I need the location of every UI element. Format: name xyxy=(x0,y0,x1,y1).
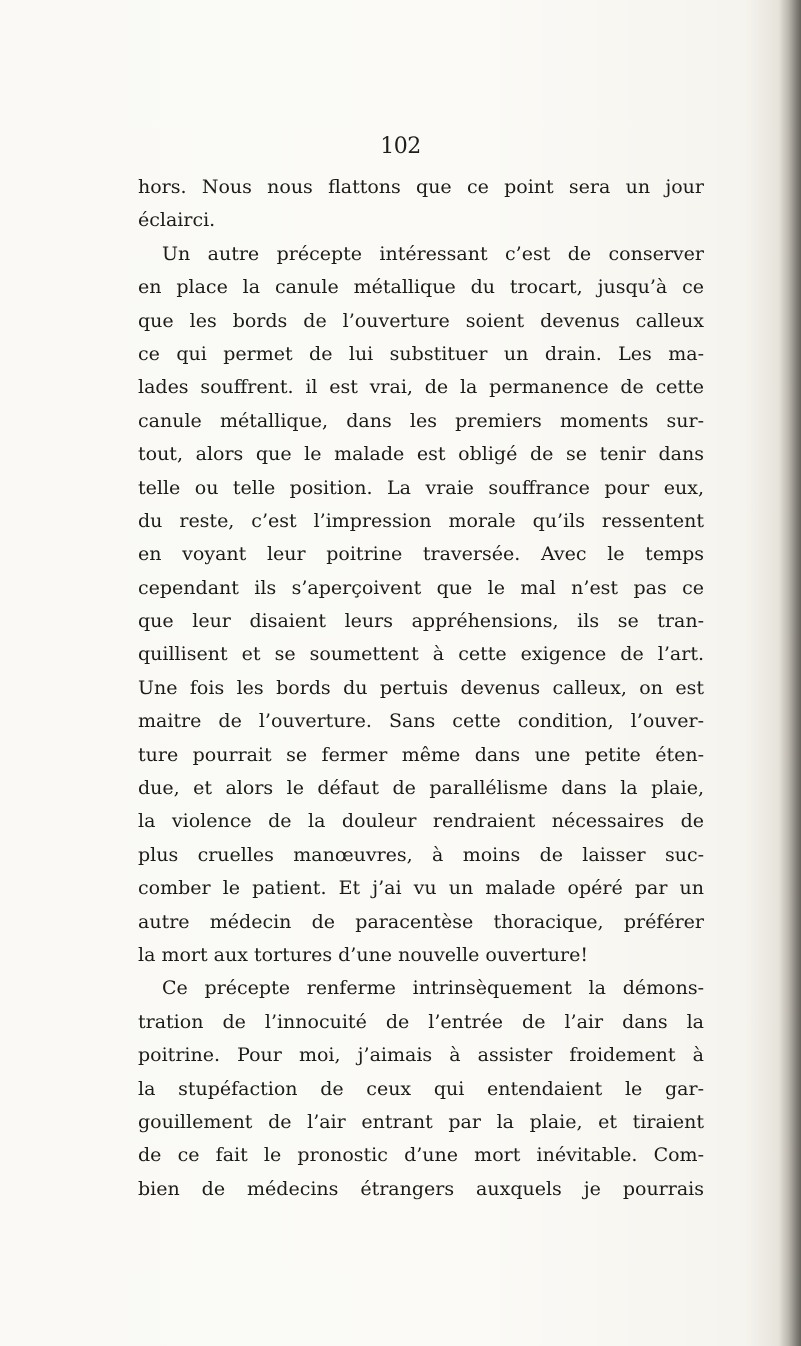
text-line: Ce précepte renferme intrinsèquement la démons- xyxy=(162,977,704,1000)
page-edge-shadow xyxy=(779,0,801,1346)
text-line: que leur disaient leurs appréhensions, ils se tran- xyxy=(138,610,704,633)
text-line: Une fois les bords du pertuis devenus calleux, on est xyxy=(138,676,704,699)
page-number: 102 xyxy=(380,134,421,159)
text-line: due, et alors le défaut de parallélisme dans la plaie, xyxy=(138,777,704,800)
text-line: éclairci. xyxy=(138,209,216,232)
text-line: bien de médecins étrangers auxquels je pourrais xyxy=(138,1177,704,1200)
text-line: gouillement de l’air entrant par la plaie, et tiraient xyxy=(138,1110,704,1133)
body-text xyxy=(138,171,704,1206)
text-line: telle ou telle position. La vraie souffrance pour eux, xyxy=(138,476,704,499)
text-line: autre médecin de paracentèse thoracique, préférer xyxy=(138,910,704,933)
text-line: plus cruelles manœuvres, à moins de laisser suc- xyxy=(138,843,704,866)
text-line: ture pourrait se fermer même dans une petite éten- xyxy=(138,743,704,766)
text-line: la stupéfaction de ceux qui entendaient le gar- xyxy=(138,1077,704,1100)
text-line: tout, alors que le malade est obligé de se tenir dans xyxy=(138,443,704,466)
text-line: cependant ils s’aperçoivent que le mal n’est pas ce xyxy=(138,576,704,599)
text-line: tration de l’innocuité de l’entrée de l’air dans la xyxy=(138,1010,704,1033)
text-line: que les bords de l’ouverture soient devenus calleux xyxy=(138,309,704,332)
text-line: du reste, c’est l’impression morale qu’ils ressentent xyxy=(138,509,704,532)
text-line: Un autre précepte intéressant c’est de conserver xyxy=(162,242,704,265)
text-line: maitre de l’ouverture. Sans cette condition, l’ouver- xyxy=(138,710,704,733)
text-line: quillisent et se soumettent à cette exigence de l’art. xyxy=(138,643,704,666)
text-line: canule métallique, dans les premiers moments sur- xyxy=(138,409,704,432)
text-line: de ce fait le pronostic d’une mort inévitable. Com- xyxy=(138,1144,704,1167)
text-line: en voyant leur poitrine traversée. Avec le temps xyxy=(138,543,704,566)
text-line: en place la canule métallique du trocart, jusqu’à ce xyxy=(138,276,704,299)
text-line: lades souffrent. il est vrai, de la permanence de cette xyxy=(138,376,704,399)
text-line: la violence de la douleur rendraient nécessaires de xyxy=(138,810,704,833)
text-line: comber le patient. Et j’ai vu un malade opéré par un xyxy=(138,877,704,900)
text-line: poitrine. Pour moi, j’aimais à assister froidement à xyxy=(138,1044,704,1067)
text-line: hors. Nous nous flattons que ce point sera un jour xyxy=(138,176,704,198)
text-line: ce qui permet de lui substituer un drain. Les ma- xyxy=(138,342,704,365)
text-line: la mort aux tortures d’une nouvelle ouverture! xyxy=(138,943,588,966)
